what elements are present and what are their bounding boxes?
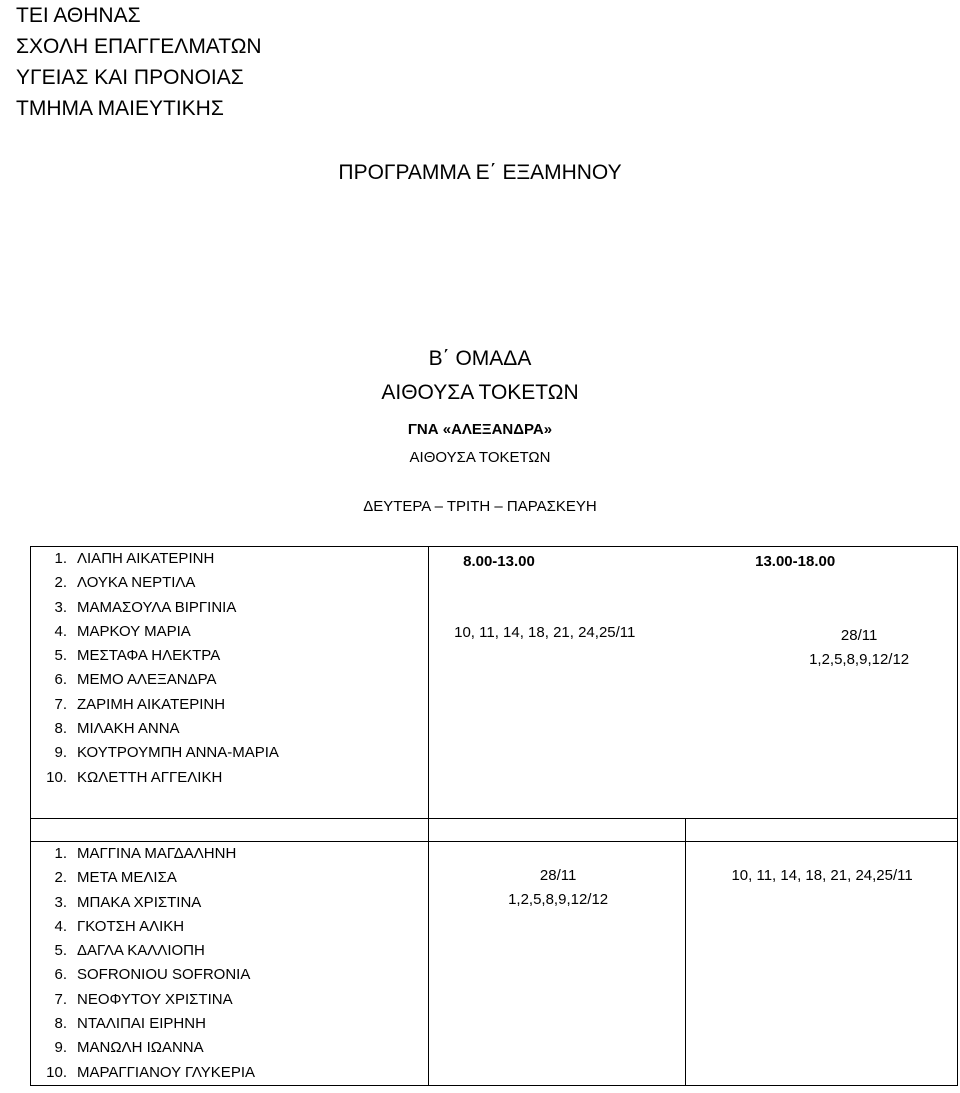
student-name: ΔΑΓΛΑ ΚΑΛΛΙΟΠΗ [77, 942, 205, 960]
student-number: 1. [54, 550, 67, 567]
venue-name: ΓΝΑ «ΑΛΕΞΑΝΔΡΑ» [407, 421, 553, 438]
student-list-item [31, 571, 428, 595]
room-heading: ΑΙΘΟΥΣΑ ΤΟΚΕΤΩΝ [381, 381, 579, 404]
student-number: 9. [54, 1039, 67, 1057]
spacer-cell [429, 819, 685, 842]
student-name: ΜΑΓΓΙΝΑ ΜΑΓΔΑΛΗΝΗ [77, 845, 237, 862]
student-number: 2. [54, 574, 67, 592]
student-name: ΚΩΛΕΤΤΗ ΑΓΓΕΛΙΚΗ [77, 768, 223, 786]
student-number: 9. [54, 744, 67, 762]
header-line-school: ΣΧΟΛΗ ΕΠΑΓΓΕΛΜΑΤΩΝ [16, 35, 262, 58]
student-number: 8. [54, 720, 67, 738]
section2-student-list [31, 842, 428, 1085]
institution-header [16, 0, 262, 124]
student-name: ΜΕΜΟ ΑΛΕΞΑΝΔΡΑ [77, 671, 217, 689]
section1-student-list [31, 547, 428, 790]
student-number: 8. [54, 1015, 67, 1033]
student-name: SOFRONIOU SOFRONIA [77, 966, 251, 984]
student-number: 6. [54, 966, 67, 984]
section2-slot2-dates: 10, 11, 14, 18, 21, 24,25/11 [731, 867, 913, 884]
student-name: ΜΑΡΑΓΓΙΑΝΟΥ ΓΛΥΚΕΡΙΑ [77, 1063, 255, 1081]
program-title: ΠΡΟΓΡΑΜΜΑ Ε΄ ΕΞΑΜΗΝΟΥ [338, 161, 622, 184]
header-line-institution: ΤΕΙ ΑΘΗΝΑΣ [16, 4, 141, 27]
student-name: ΛΙΑΠΗ ΑΙΚΑΤΕΡΙΝΗ [77, 550, 215, 567]
time-slot-1-label: 8.00-13.00 [463, 553, 535, 570]
student-list-item [31, 842, 428, 866]
section2-slot1-dates-line2: 1,2,5,8,9,12/12 [508, 891, 609, 908]
student-list-item [31, 693, 428, 717]
student-name: ΓΚΟΤΣΗ ΑΛΙΚΗ [77, 917, 185, 935]
student-list-item [31, 766, 428, 790]
section1-slot2-dates-line1: 28/11 [840, 627, 878, 644]
student-name: ΜΕΤΑ ΜΕΛΙΣΑ [77, 869, 177, 887]
student-name: ΚΟΥΤΡΟΥΜΠΗ ΑΝΝΑ-ΜΑΡΙΑ [77, 744, 279, 762]
student-list-item [31, 988, 428, 1012]
section2-slot2-cell [685, 842, 957, 1086]
student-list-item [31, 866, 428, 890]
section2-slot1-dates [429, 864, 687, 912]
spacer-row [31, 819, 958, 842]
student-list-item [31, 644, 428, 668]
header-line-department: ΤΜΗΜΑ ΜΑΙΕΥΤΙΚΗΣ [16, 97, 224, 120]
section1-slot1-dates: 10, 11, 14, 18, 21, 24,25/11 [454, 624, 636, 641]
group-heading: Β΄ ΟΜΑΔΑ [428, 347, 532, 370]
student-list-item [31, 596, 428, 620]
section1-time-cell [429, 547, 958, 819]
student-name: ΜΙΛΑΚΗ ΑΝΝΑ [77, 720, 180, 738]
student-list-item [31, 620, 428, 644]
student-name: ΜΑΝΩΛΗ ΙΩΑΝΝΑ [77, 1039, 204, 1057]
student-list-item [31, 717, 428, 741]
schedule-table [30, 546, 958, 1086]
section2-slot1-dates-line1: 28/11 [539, 867, 577, 884]
student-number: 5. [54, 942, 67, 960]
student-number: 2. [54, 869, 67, 887]
student-list-item [31, 939, 428, 963]
days-line: ΔΕΥΤΕΡΑ – ΤΡΙΤΗ – ΠΑΡΑΣΚΕΥΗ [363, 498, 597, 515]
spacer-cell [685, 819, 957, 842]
student-number: 5. [54, 647, 67, 665]
student-number: 4. [54, 917, 67, 935]
student-number: 6. [54, 671, 67, 689]
section1-slot2-dates-line2: 1,2,5,8,9,12/12 [809, 651, 910, 668]
student-list-item [31, 668, 428, 692]
student-list-item [31, 915, 428, 939]
student-list-item [31, 891, 428, 915]
student-list-item [31, 1012, 428, 1036]
section1-row [31, 547, 958, 819]
time-slot-2-label: 13.00-18.00 [755, 553, 836, 570]
student-name: ΜΠΑΚΑ ΧΡΙΣΤΙΝΑ [77, 893, 202, 911]
student-number: 7. [54, 695, 67, 713]
student-number: 10. [46, 1063, 67, 1081]
section2-names-cell [31, 842, 429, 1086]
student-list-item [31, 741, 428, 765]
student-number: 10. [46, 768, 67, 786]
header-line-school-sub: ΥΓΕΙΑΣ ΚΑΙ ΠΡΟΝΟΙΑΣ [16, 66, 244, 89]
student-name: ΛΟΥΚΑ ΝΕΡΤΙΛΑ [77, 574, 196, 592]
student-number: 3. [54, 893, 67, 911]
student-number: 7. [54, 990, 67, 1008]
section2-slot1-cell [429, 842, 685, 1086]
spacer-cell [31, 819, 429, 842]
student-name: ΜΑΡΚΟΥ ΜΑΡΙΑ [77, 622, 191, 640]
student-number: 3. [54, 598, 67, 616]
student-name: ΝΕΟΦΥΤΟΥ ΧΡΙΣΤΙΝΑ [77, 990, 233, 1008]
student-name: ΜΕΣΤΑΦΑ ΗΛΕΚΤΡΑ [77, 647, 221, 665]
student-list-item [31, 547, 428, 571]
student-number: 4. [54, 622, 67, 640]
section2-row [31, 842, 958, 1086]
section1-slot2-dates [759, 624, 959, 672]
student-list-item [31, 963, 428, 987]
room-name: ΑΙΘΟΥΣΑ ΤΟΚΕΤΩΝ [409, 449, 551, 466]
student-list-item [31, 1061, 428, 1085]
student-name: ΝΤΑΛΙΠΑΙ ΕΙΡΗΝΗ [77, 1015, 206, 1033]
student-number: 1. [54, 845, 67, 862]
student-name: ΖΑΡΙΜΗ ΑΙΚΑΤΕΡΙΝΗ [77, 695, 226, 713]
student-name: ΜΑΜΑΣΟΥΛΑ ΒΙΡΓΙΝΙΑ [77, 598, 237, 616]
section1-names-cell [31, 547, 429, 819]
student-list-item [31, 1036, 428, 1060]
